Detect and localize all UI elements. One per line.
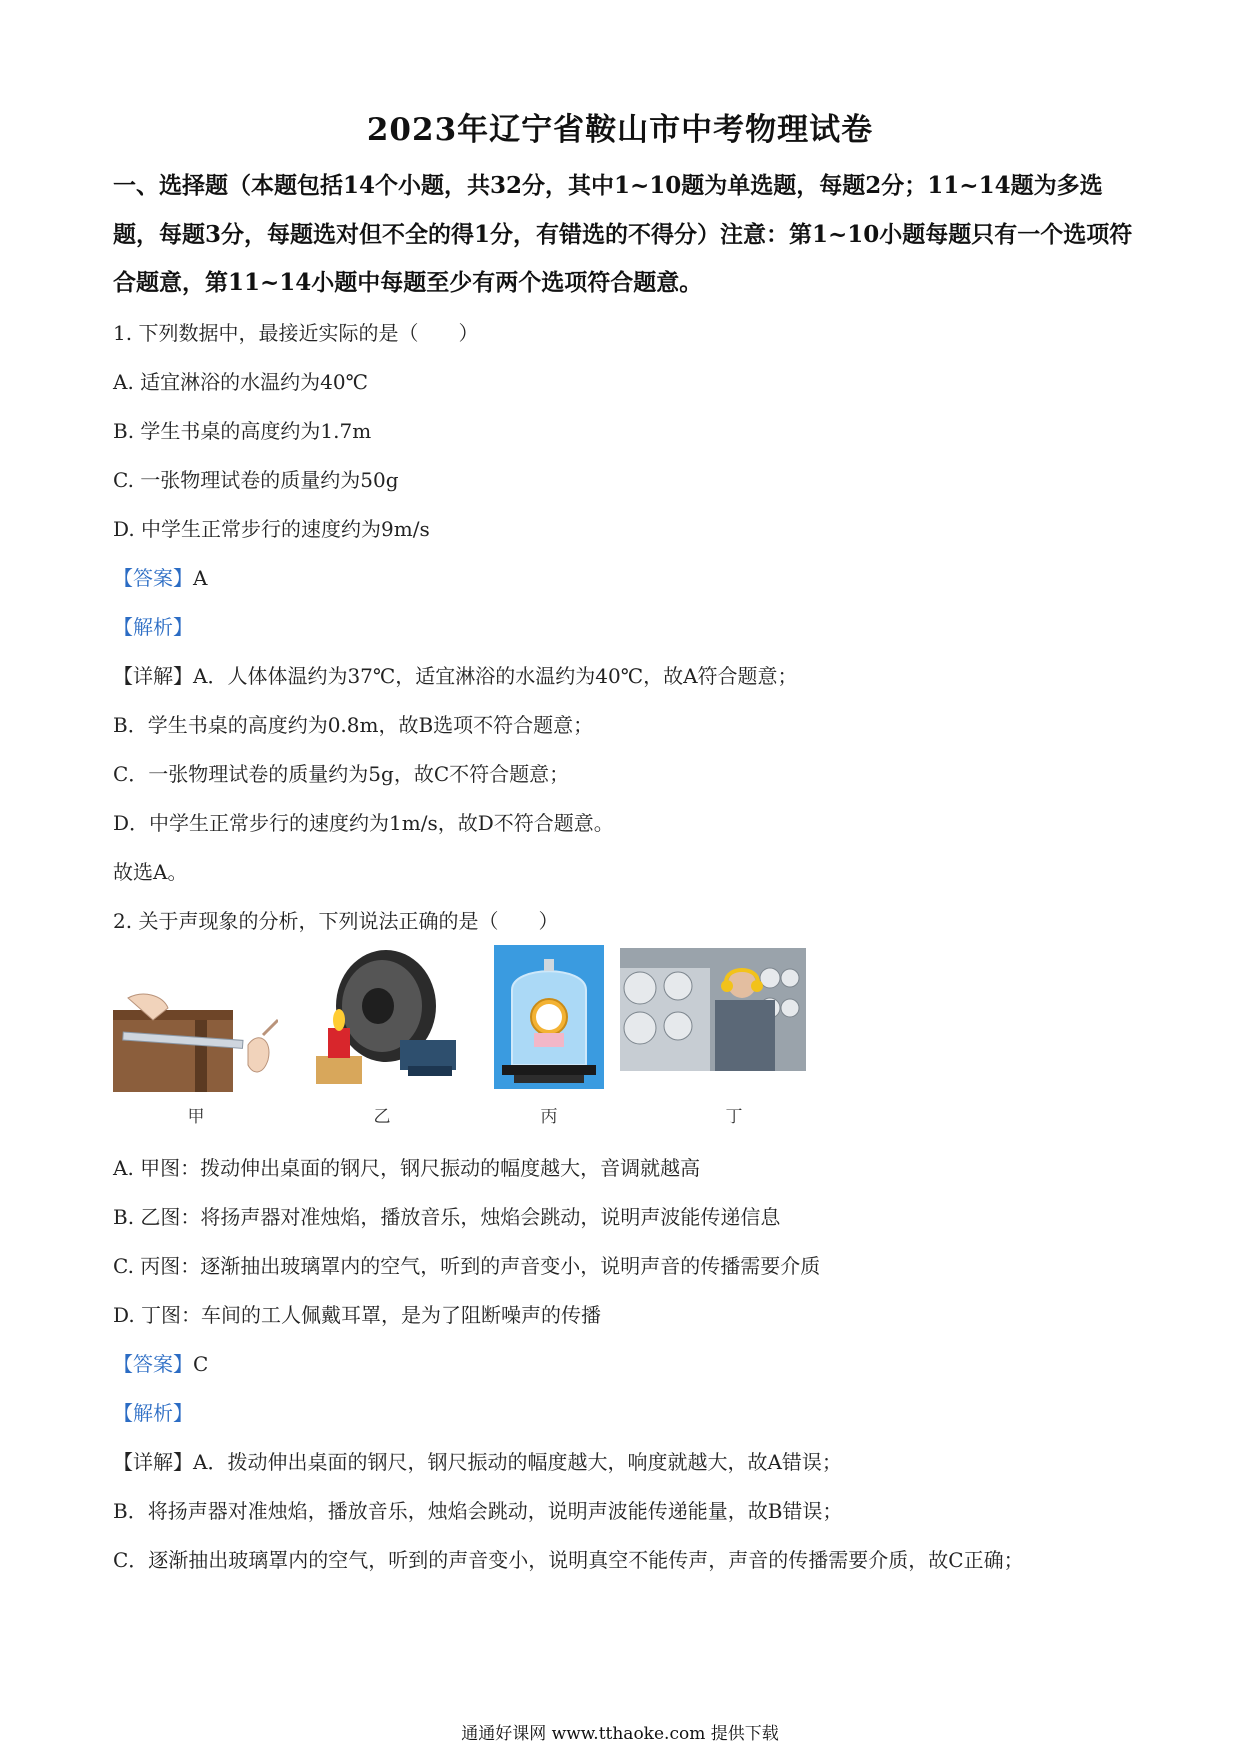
q2-answer-tag: 【答案】 — [113, 1352, 193, 1376]
q2-option-b: B. 乙图：将扬声器对准烛焰，播放音乐，烛焰会跳动，说明声波能传递信息 — [113, 1205, 781, 1229]
figure-ruler-on-table — [113, 990, 278, 1092]
q1-stem: 1. 下列数据中，最接近实际的是（ ） — [113, 321, 479, 345]
page-title: 2023年辽宁省鞍山市中考物理试卷 — [366, 112, 874, 148]
figure-caption-ding: 丁 — [725, 1107, 743, 1127]
q2-detail-line: B．将扬声器对准烛焰，播放音乐，烛焰会跳动，说明声波能传递能量，故B错误； — [113, 1499, 843, 1523]
figure-factory-worker — [620, 948, 806, 1071]
q1-option-a: A. 适宜淋浴的水温约为40℃ — [113, 370, 368, 394]
q1-detail-tag: 【详解】 — [113, 664, 193, 688]
figure-caption-jia: 甲 — [187, 1107, 205, 1127]
page-footer: 通通好课网 www.tthaoke.com 提供下载 — [461, 1724, 779, 1744]
q2-answer — [113, 1349, 208, 1379]
q1-detail-text: A．人体体温约为37℃，适宜淋浴的水温约为40℃，故A符合题意； — [193, 664, 798, 688]
q1-detail-line: C．一张物理试卷的质量约为5g，故C不符合题意； — [113, 762, 570, 786]
q1-option-b: B. 学生书桌的高度约为1.7m — [113, 419, 372, 443]
q2-detail-line: C．逐渐抽出玻璃罩内的空气，听到的声音变小，说明真空不能传声，声音的传播需要介质，故C正确； — [113, 1548, 1024, 1572]
q2-option-a: A. 甲图：拨动伸出桌面的钢尺，钢尺振动的幅度越大，音调就越高 — [113, 1156, 701, 1180]
q2-detail-text: A．拨动伸出桌面的钢尺，钢尺振动的幅度越大，响度就越大，故A错误； — [193, 1450, 842, 1474]
figure-speaker-candle — [308, 948, 456, 1084]
q2-analysis-tag: 【解析】 — [113, 1401, 193, 1425]
q2-stem: 2. 关于声现象的分析，下列说法正确的是（ ） — [113, 909, 559, 933]
q1-answer-tag: 【答案】 — [113, 566, 193, 590]
q2-detail-line — [113, 1447, 842, 1477]
q2-option-c: C. 丙图：逐渐抽出玻璃罩内的空气，听到的声音变小，说明声音的传播需要介质 — [113, 1254, 821, 1278]
q1-detail-line: 故选A。 — [113, 860, 188, 884]
q2-detail-tag: 【详解】 — [113, 1450, 193, 1474]
q2-answer-value: C — [193, 1352, 209, 1376]
q1-option-c: C. 一张物理试卷的质量约为50g — [113, 468, 399, 492]
section-heading: 一、选择题（本题包括14个小题，共32分，其中1~10题为单选题，每题2分；11~14题为多选题，每题3分，每题选对但不全的得1分，有错选的不得分）注意：第1~10小题每题只有一个选项符合题意，第11~14小题中每题至少有两个选项符合题意。 — [113, 172, 1133, 296]
q1-analysis-tag: 【解析】 — [113, 615, 193, 639]
q1-detail-line — [113, 661, 798, 691]
figure-bell-jar — [494, 945, 604, 1089]
q1-option-d: D. 中学生正常步行的速度约为9m/s — [113, 517, 430, 541]
q1-answer-value: A — [193, 566, 208, 590]
q1-detail-line: D．中学生正常步行的速度约为1m/s，故D不符合题意。 — [113, 811, 614, 835]
q2-option-d: D. 丁图：车间的工人佩戴耳罩，是为了阻断噪声的传播 — [113, 1303, 602, 1327]
figure-caption-yi: 乙 — [373, 1107, 391, 1127]
q1-answer — [113, 563, 207, 593]
figure-caption-bing: 丙 — [540, 1107, 558, 1127]
q1-detail-line: B．学生书桌的高度约为0.8m，故B选项不符合题意； — [113, 713, 594, 737]
